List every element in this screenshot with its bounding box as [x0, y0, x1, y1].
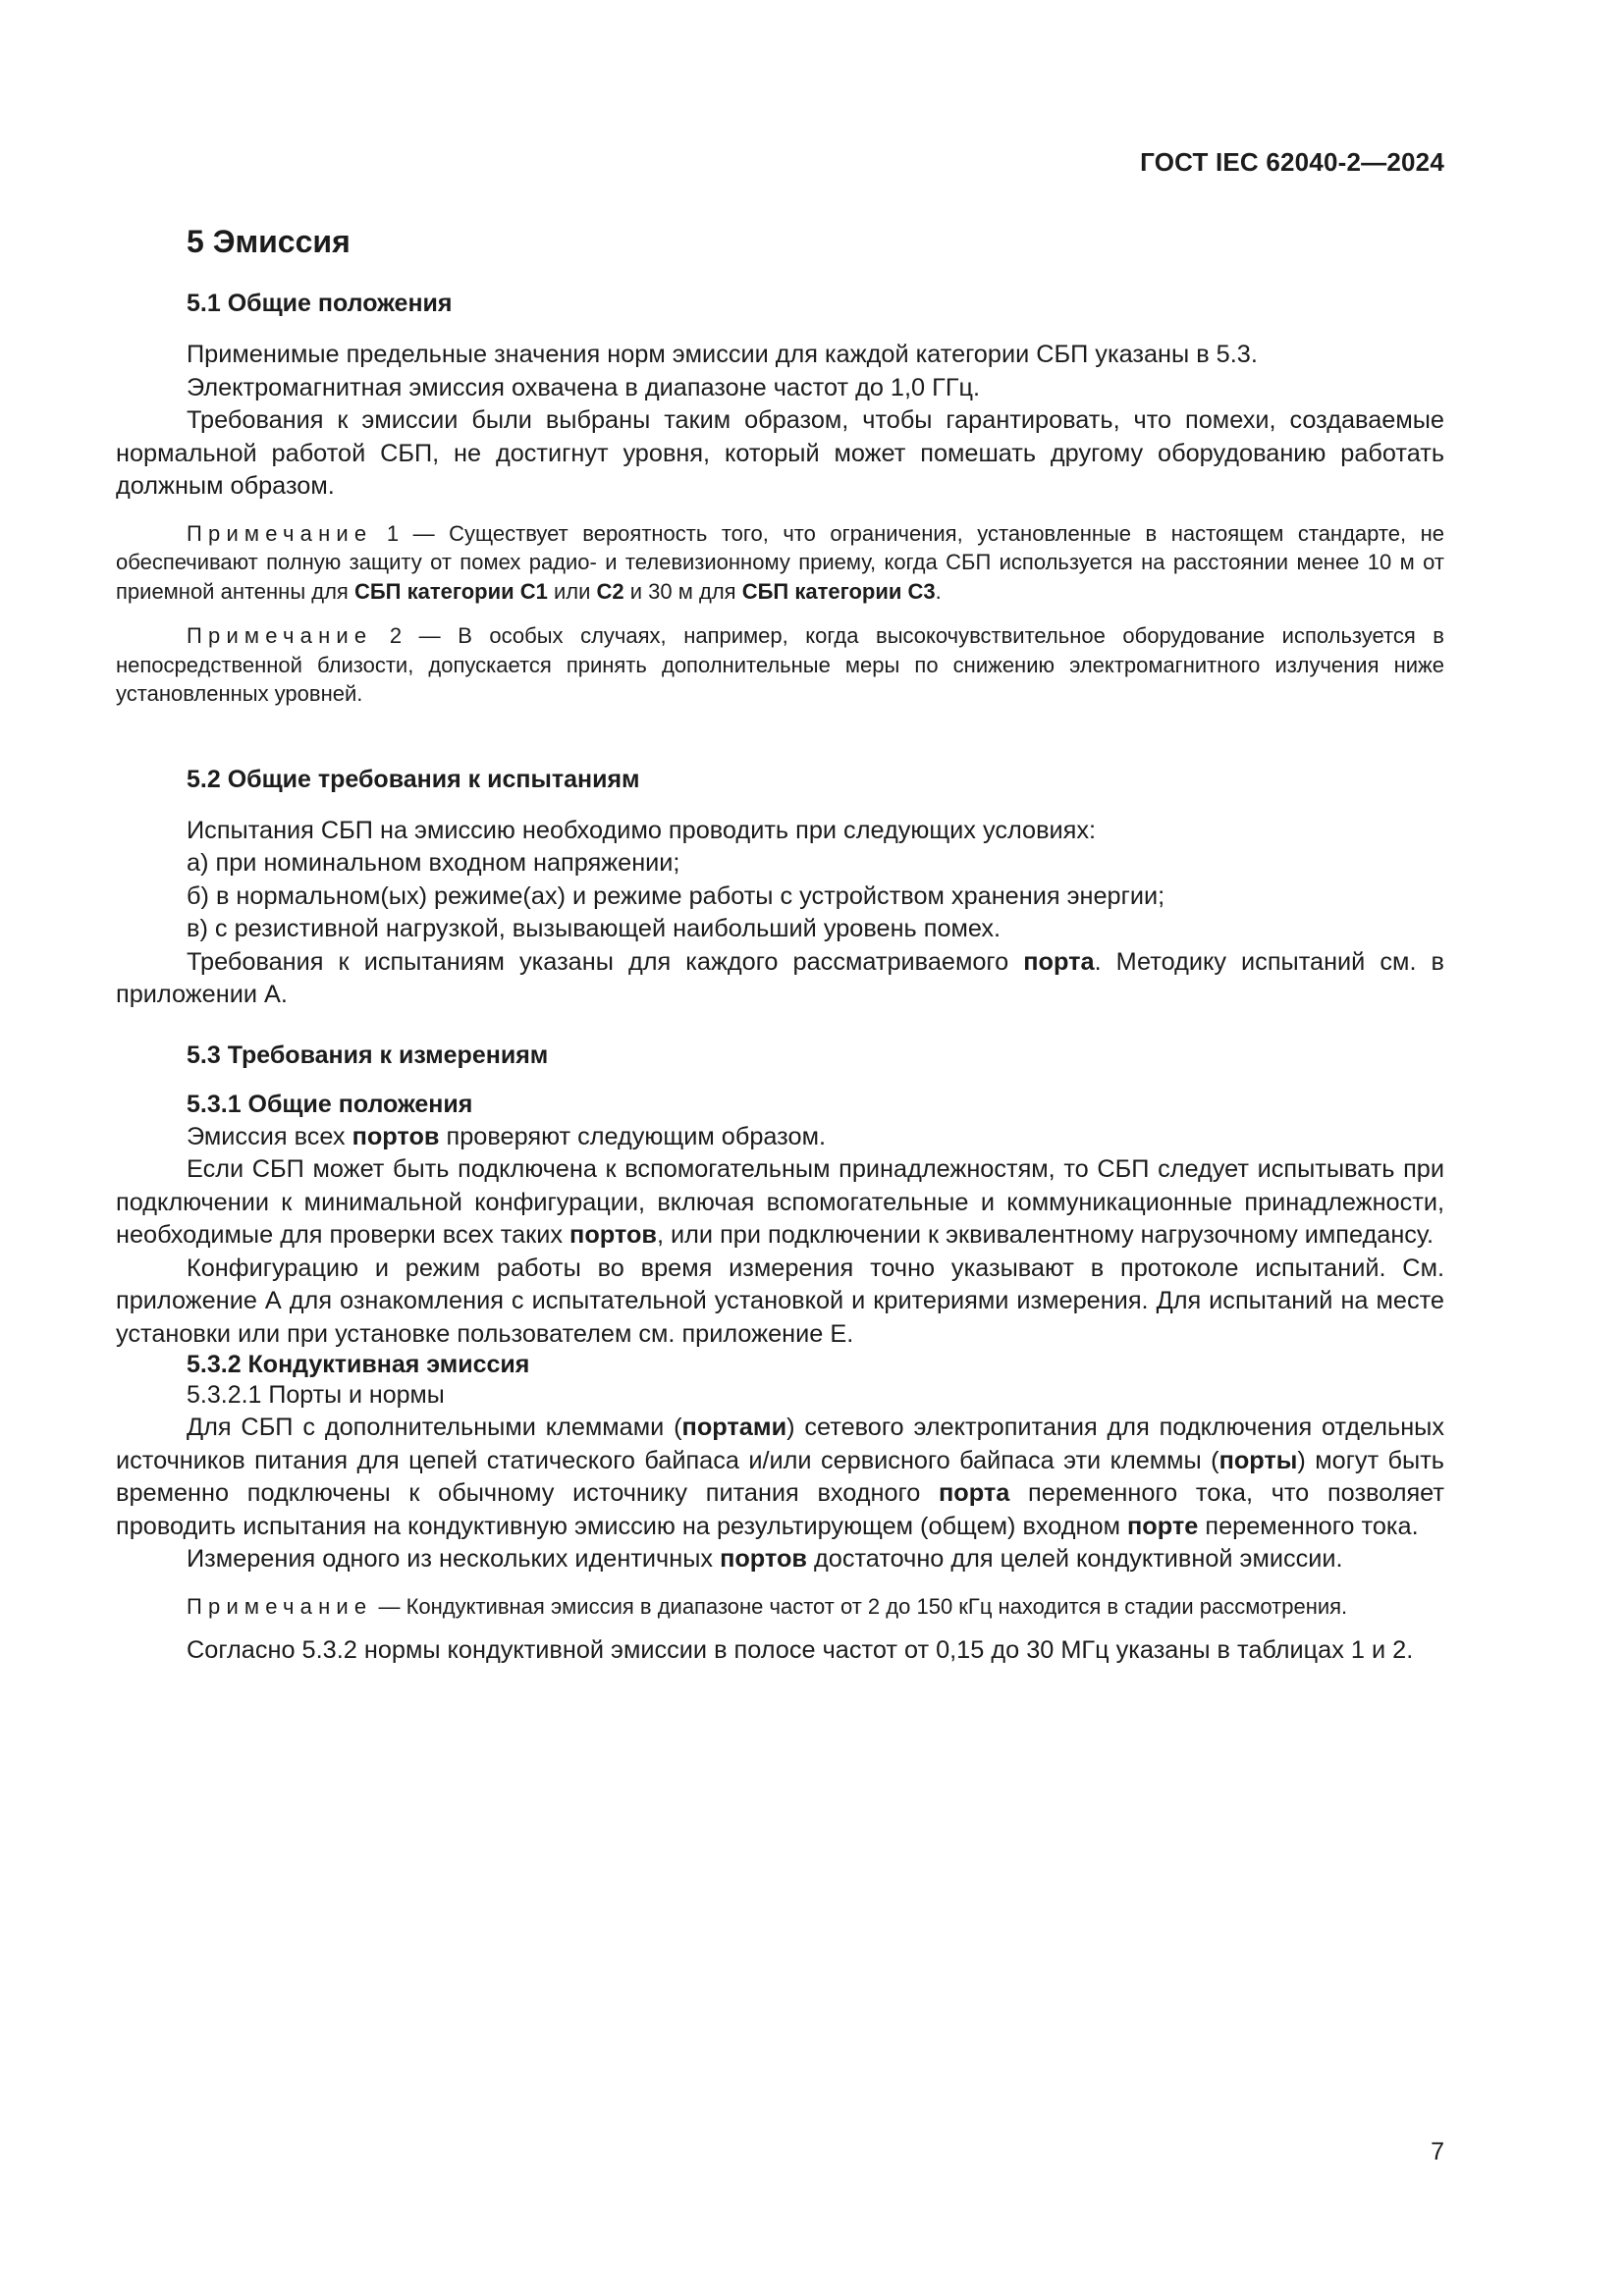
section-5-2-title: 5.2 Общие требования к испытаниям — [187, 765, 640, 793]
section-5-3-2-1-title: 5.3.2.1 Порты и нормы — [187, 1381, 445, 1409]
note-1: Примечание 1 — Существует вероятность того, что ограничения, установленные в настоящем стандарте, не обеспечивают полную защиту от помех радио- и телевизионному приему, когда СБП используется на расстоянии менее 10 м от приемной антенны для СБП категории С1 или С2 и 30 м для СБП категории С3. — [116, 520, 1444, 604]
section-5-3-1-title: 5.3.1 Общие положения — [187, 1090, 473, 1118]
paragraph: Конфигурацию и режим работы во время измерения точно указывают в протоколе испытаний. См. приложение А для ознакомления с испытательной установкой и критериями измерения. Для испытаний на месте установки или при установке пользователем см. приложение Е. — [116, 1254, 1444, 1348]
paragraph: Применимые предельные значения норм эмиссии для каждой категории СБП указаны в 5.3. — [187, 341, 1258, 368]
standard-code-header: ГОСТ IEC 62040-2—2024 — [1140, 147, 1444, 177]
section-5-3-title: 5.3 Требования к измерениям — [187, 1041, 549, 1069]
note-label: Примечание — [187, 623, 373, 648]
list-item: в) с резистивной нагрузкой, вызывающей наибольший уровень помех. — [187, 915, 1001, 942]
note-2: Примечание 2 — В особых случаях, например, когда высокочувствительное оборудование используется в непосредственной близости, допускается принять дополнительные меры по снижению электромагнитного излучения ниже установленных уровней. — [116, 623, 1444, 706]
section-5-1-title: 5.1 Общие положения — [187, 290, 453, 317]
section-5-3-2-title: 5.3.2 Кондуктивная эмиссия — [187, 1351, 530, 1378]
paragraph: Требования к испытаниям указаны для каждого рассматриваемого порта. Методику испытаний см. в приложении А. — [116, 947, 1444, 1008]
note-3: Примечание — Кондуктивная эмиссия в диапазоне частот от 2 до 150 кГц находится в стадии рассмотрения. — [187, 1593, 1348, 1619]
paragraph: Испытания СБП на эмиссию необходимо проводить при следующих условиях: — [187, 816, 1097, 844]
paragraph: Измерения одного из нескольких идентичных портов достаточно для целей кондуктивной эмиссии. — [187, 1545, 1343, 1573]
list-item: а) при номинальном входном напряжении; — [187, 849, 680, 877]
paragraph: Эмиссия всех портов проверяют следующим образом. — [187, 1122, 826, 1150]
paragraph: Электромагнитная эмиссия охвачена в диапазоне частот до 1,0 ГГц. — [187, 373, 981, 401]
paragraph: Если СБП может быть подключена к вспомогательным принадлежностям, то СБП следует испытывать при подключении к минимальной конфигурации, включая вспомогательные и коммуникационные принадлежности, необходимые для проверки всех таких портов, или при подключении к эквивалентному нагрузочному импедансу. — [116, 1155, 1444, 1249]
section-5-title: 5 Эмиссия — [187, 224, 351, 259]
list-item: б) в нормальном(ых) режиме(ах) и режиме работы с устройством хранения энергии; — [187, 881, 1165, 910]
note-label: Примечание — [187, 520, 373, 546]
paragraph: Для СБП с дополнительными клеммами (портами) сетевого электропитания для подключения отдельных источников питания для цепей статического байпаса и/или сервисного байпаса эти клеммы (порты) могут быть временно подключены к обычному источнику питания входного порта переменного тока, что позволяет проводить испытания на кондуктивную эмиссию на результирующем (общем) входном порте переменного тока. — [116, 1414, 1444, 1540]
paragraph: Согласно 5.3.2 нормы кондуктивной эмиссии в полосе частот от 0,15 до 30 МГц указаны в таблицах 1 и 2. — [187, 1636, 1414, 1664]
page-content — [116, 224, 1444, 1668]
paragraph: Требования к эмиссии были выбраны таким образом, чтобы гарантировать, что помехи, создаваемые нормальной работой СБП, не достигнут уровня, который может помешать другому оборудованию работать должным образом. — [116, 406, 1444, 500]
note-label: Примечание — [187, 1593, 373, 1619]
page-number: 7 — [1431, 2138, 1444, 2165]
